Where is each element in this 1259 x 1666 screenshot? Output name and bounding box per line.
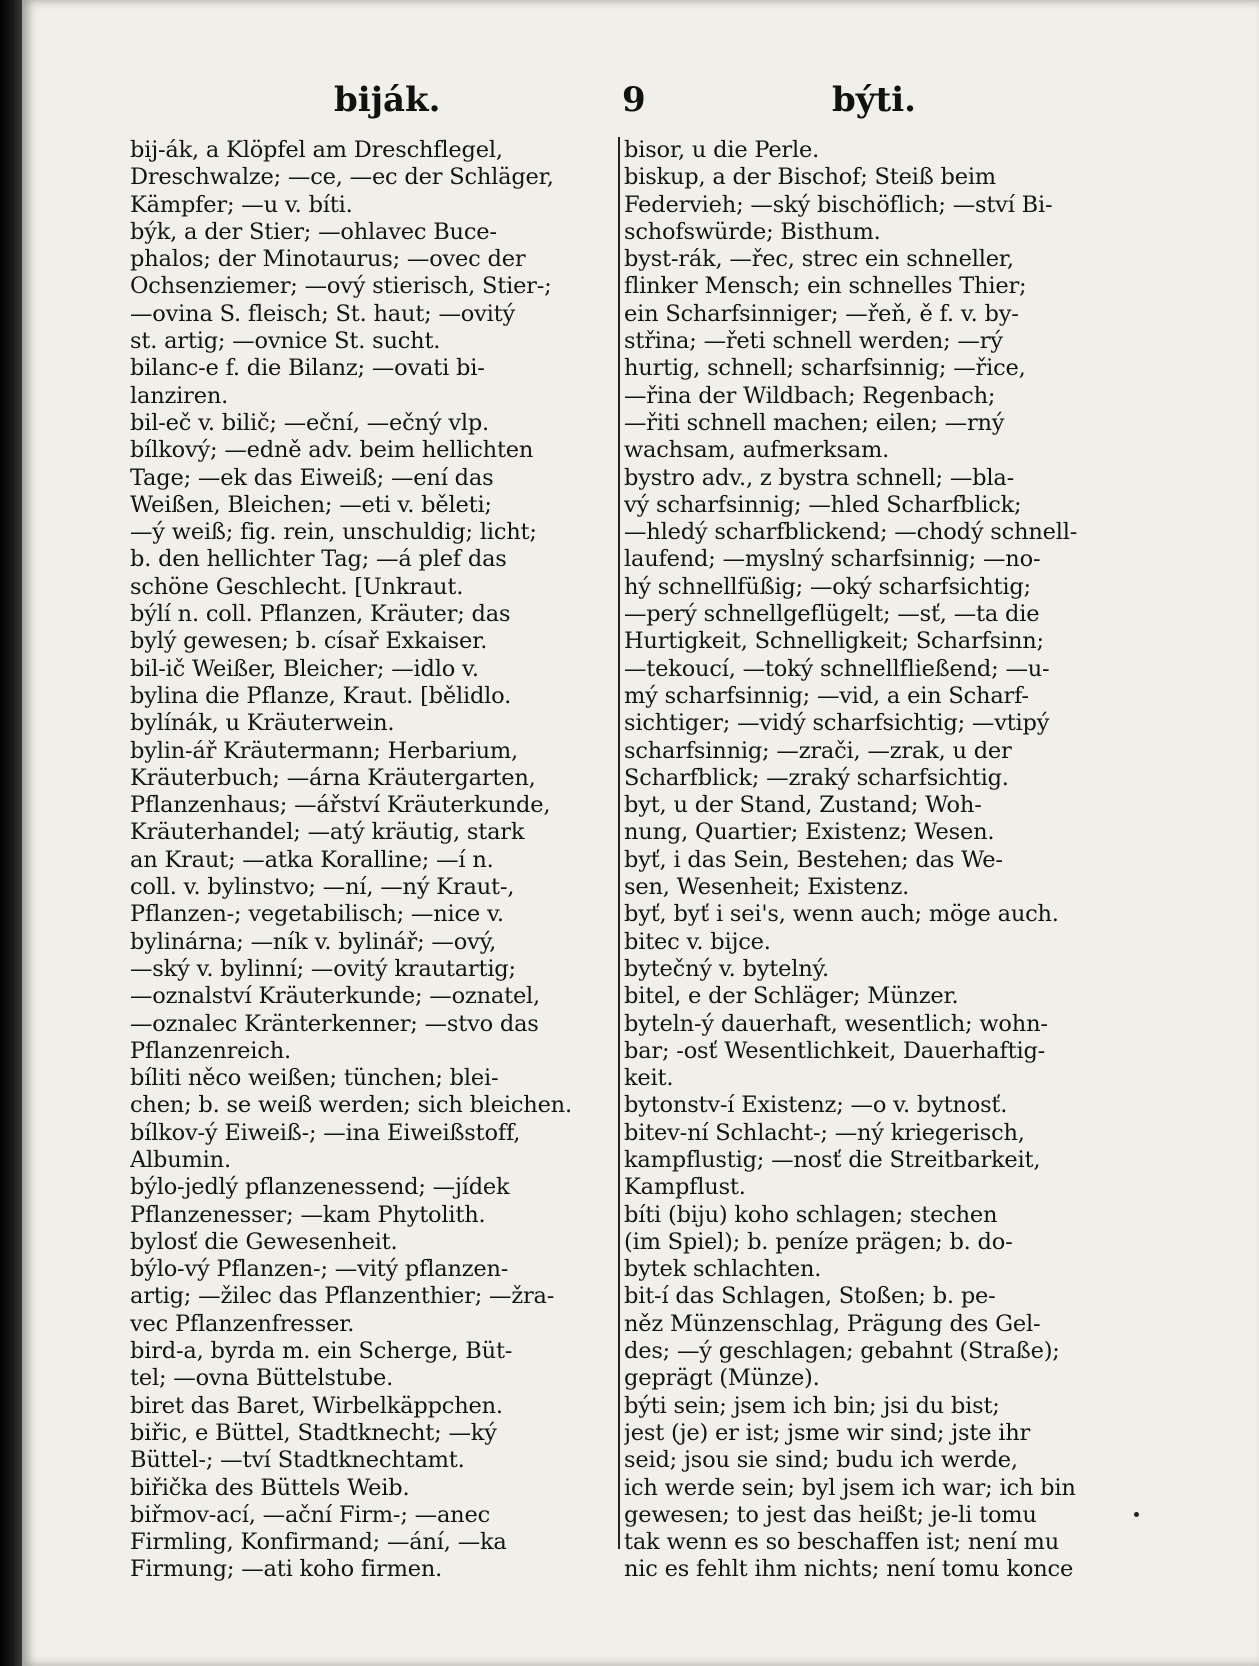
entry-line: Büttel-; —tví Stadtknechtamt. — [130, 1447, 465, 1474]
entry-line: b. den hellichter Tag; —á plef das — [130, 546, 507, 573]
entry-line: keit. — [624, 1065, 674, 1092]
entry-line: bil-eč v. bilič; —eční, —ečný vlp. — [130, 409, 489, 436]
entry-line: biskup, a der Bischof; Steiß beim — [624, 164, 996, 191]
entry-line: Pflanzenreich. — [130, 1037, 291, 1064]
page-number: 9 — [622, 80, 646, 120]
entry-line: Kämpfer; —u v. bíti. — [130, 191, 353, 218]
entry-line: býlo-jedlý pflanzenessend; —jídek — [130, 1174, 510, 1201]
left-column — [130, 137, 690, 1584]
entry-line: býlo-vý Pflanzen-; —vitý pflanzen- — [130, 1256, 509, 1283]
entry-line: něz Münzenschlag, Prägung des Gel- — [624, 1310, 1041, 1337]
entry-line: hý schnellfüßig; —oký scharfsichtig; — [624, 573, 1031, 600]
entry-line: jest (je) er ist; jsme wir sind; jste ihr — [624, 1419, 1031, 1446]
entry-line: bar; -osť Wesentlichkeit, Dauerhaftig- — [624, 1037, 1046, 1064]
entry-line: bíti (biju) koho schlagen; stechen — [624, 1201, 998, 1228]
entry-line: bytečný v. bytelný. — [624, 955, 830, 982]
entry-line: býlí n. coll. Pflanzen, Kräuter; das — [130, 601, 511, 628]
entry-line: vý scharfsinnig; —hled Scharfblick; — [624, 491, 1022, 518]
entry-line: bylínák, u Kräuterwein. — [130, 710, 395, 737]
entry-line: byteln-ý dauerhaft, wesentlich; wohn- — [624, 1010, 1048, 1037]
entry-line: seid; jsou sie sind; budu ich werde, — [624, 1447, 1018, 1474]
entry-line: Tage; —ek das Eiweiß; —ení das — [130, 464, 494, 491]
entry-line: Pflanzenesser; —kam Phytolith. — [130, 1201, 486, 1228]
entry-line: —hledý scharfblickend; —chodý schnell- — [624, 519, 1078, 546]
entry-line: Kräuterhandel; —atý kräutig, stark — [130, 819, 525, 846]
entry-line: biřic, e Büttel, Stadtknecht; —ký — [130, 1419, 497, 1446]
entry-line: sen, Wesenheit; Existenz. — [624, 874, 910, 901]
entry-line: bylinárna; —ník v. bylinář; —ový, — [130, 928, 497, 955]
entry-line: Hurtigkeit, Schnelligkeit; Scharfsinn; — [624, 628, 1044, 655]
entry-line: ich werde sein; byl jsem ich war; ich bin — [624, 1474, 1076, 1501]
entry-line: bylosť die Gewesenheit. — [130, 1228, 398, 1255]
entry-line: střina; —řeti schnell werden; —rý — [624, 328, 1003, 355]
entry-line: hurtig, schnell; scharfsinnig; —řice, — [624, 355, 1026, 382]
entry-line: bisor, u die Perle. — [624, 137, 820, 163]
entry-line: Scharfblick; —zraký scharfsichtig. — [624, 764, 1009, 791]
entry-line: Firmung; —ati koho firmen. — [130, 1556, 443, 1583]
entry-line: —řiti schnell machen; eilen; —rný — [624, 409, 1005, 436]
entry-line: Dreschwalze; —ce, —ec der Schläger, — [130, 164, 554, 191]
entry-line: —tekoucí, —toký schnellfließend; —u- — [624, 655, 1050, 682]
entry-line: flinker Mensch; ein schnelles Thier; — [624, 273, 1027, 300]
left-headword: biják. — [334, 80, 441, 120]
entry-line: laufend; —myslný scharfsinnig; —no- — [624, 546, 1041, 573]
entry-line: —oznalec Kränterkenner; —stvo das — [130, 1010, 539, 1037]
entry-line: Pflanzenhaus; —ářství Kräuterkunde, — [130, 792, 551, 819]
entry-line: phalos; der Minotaurus; —ovec der — [130, 246, 526, 273]
entry-line: biřmov-ací, —ační Firm-; —anec — [130, 1501, 490, 1528]
entry-line: des; —ý geschlagen; gebahnt (Straße); — [624, 1338, 1060, 1365]
entry-line: Ochsenziemer; —ový stierisch, Stier-; — [130, 273, 552, 300]
entry-line: —ý weiß; fig. rein, unschuldig; licht; — [130, 519, 537, 546]
entry-line: —ovina S. fleisch; St. haut; —ovitý — [130, 300, 515, 327]
entry-line: bíliti něco weißen; tünchen; blei- — [130, 1065, 499, 1092]
right-headword: býti. — [832, 80, 916, 120]
entry-line: mý scharfsinnig; —vid, a ein Scharf- — [624, 682, 1029, 709]
entry-line: bytek schlachten. — [624, 1256, 822, 1283]
entry-line: bit-í das Schlagen, Stoßen; b. pe- — [624, 1283, 996, 1310]
entry-line: Pflanzen-; vegetabilisch; —nice v. — [130, 901, 504, 928]
entry-line: —řina der Wildbach; Regenbach; — [624, 382, 996, 409]
entry-line: byť, byť i sei's, wenn auch; möge auch. — [624, 901, 1059, 928]
entry-line: kampflustig; —nosť die Streitbarkeit, — [624, 1146, 1041, 1173]
entry-line: nung, Quartier; Existenz; Wesen. — [624, 819, 995, 846]
entry-line: —oznalství Kräuterkunde; —oznatel, — [130, 983, 541, 1010]
entry-line: Albumin. — [130, 1146, 231, 1173]
entry-line: coll. v. bylinstvo; —ní, —ný Kraut-, — [130, 874, 515, 901]
entry-line: bílkov-ý Eiweiß-; —ina Eiweißstoff, — [130, 1119, 521, 1146]
entry-line: Kampflust. — [624, 1174, 746, 1201]
entry-line: lanziren. — [130, 382, 229, 409]
entry-line: gewesen; to jest das heißt; je-li tomu — [624, 1501, 1037, 1528]
entry-line: nic es fehlt ihm nichts; není tomu konce — [624, 1556, 1074, 1583]
entry-line: tel; —ovna Büttelstube. — [130, 1365, 394, 1392]
entry-line: artig; —žilec das Pflanzenthier; —žra- — [130, 1283, 555, 1310]
page-header — [22, 80, 1259, 130]
entry-line: (im Spiel); b. peníze prägen; b. do- — [624, 1228, 1013, 1255]
entry-line: býk, a der Stier; —ohlavec Buce- — [130, 218, 497, 245]
entry-line: bitel, e der Schläger; Münzer. — [624, 983, 959, 1010]
entry-line: st. artig; —ovnice St. sucht. — [130, 328, 441, 355]
entry-line: Federvieh; —ský bischöflich; —ství Bi- — [624, 191, 1053, 218]
entry-line: geprägt (Münze). — [624, 1365, 820, 1392]
entry-line: byť, i das Sein, Bestehen; das We- — [624, 846, 1003, 873]
entry-line: bird-a, byrda m. ein Scherge, Büt- — [130, 1338, 513, 1365]
entry-line: wachsam, aufmerksam. — [624, 437, 890, 464]
entry-line: schöne Geschlecht. [Unkraut. — [130, 573, 464, 600]
column-divider — [618, 137, 620, 1549]
ink-mark — [1134, 1512, 1139, 1517]
entry-line: scharfsinnig; —zrači, —zrak, u der — [624, 737, 1012, 764]
entry-line: an Kraut; —atka Koralline; —í n. — [130, 846, 494, 873]
entry-line: byst-rák, —řec, strec ein schneller, — [624, 246, 1014, 273]
right-column — [624, 137, 1214, 1584]
entry-line: Firmling, Konfirmand; —ání, —ka — [130, 1529, 507, 1556]
dictionary-page — [22, 0, 1259, 1666]
entry-line: bil-ič Weißer, Bleicher; —idlo v. — [130, 655, 479, 682]
entry-line: bij-ák, a Klöpfel am Dreschflegel, — [130, 137, 503, 163]
entry-line: tak wenn es so beschaffen ist; není mu — [624, 1529, 1059, 1556]
entry-line: chen; b. se weiß werden; sich bleichen. — [130, 1092, 572, 1119]
entry-line: vec Pflanzenfresser. — [130, 1310, 355, 1337]
entry-line: bitev-ní Schlacht-; —ný kriegerisch, — [624, 1119, 1025, 1146]
entry-line: bylin-ář Kräutermann; Herbarium, — [130, 737, 519, 764]
entry-line: bylý gewesen; b. císař Exkaiser. — [130, 628, 488, 655]
entry-line: bílkový; —edně adv. beim hellichten — [130, 437, 534, 464]
entry-line: Weißen, Bleichen; —eti v. běleti; — [130, 491, 492, 518]
entry-line: bylina die Pflanze, Kraut. [bělidlo. — [130, 682, 512, 709]
entry-line: bystro adv., z bystra schnell; —bla- — [624, 464, 1014, 491]
entry-line: —ský v. bylinní; —ovitý krautartig; — [130, 955, 516, 982]
entry-line: bytonstv-í Existenz; —o v. bytnosť. — [624, 1092, 1008, 1119]
scan-edge — [0, 0, 22, 1666]
entry-line: ein Scharfsinniger; —řeň, ě f. v. by- — [624, 300, 1019, 327]
entry-line: schofswürde; Bisthum. — [624, 218, 881, 245]
entry-line: bitec v. bijce. — [624, 928, 771, 955]
entry-line: biřička des Büttels Weib. — [130, 1474, 410, 1501]
entry-line: byt, u der Stand, Zustand; Woh- — [624, 792, 982, 819]
entry-line: biret das Baret, Wirbelkäppchen. — [130, 1392, 503, 1419]
entry-line: Kräuterbuch; —árna Kräutergarten, — [130, 764, 536, 791]
entry-line: —perý schnellgeflügelt; —sť, —ta die — [624, 601, 1040, 628]
entry-line: sichtiger; —vidý scharfsichtig; —vtipý — [624, 710, 1050, 737]
entry-line: bilanc-e f. die Bilanz; —ovati bi- — [130, 355, 485, 382]
entry-line: býti sein; jsem ich bin; jsi du bist; — [624, 1392, 1000, 1419]
